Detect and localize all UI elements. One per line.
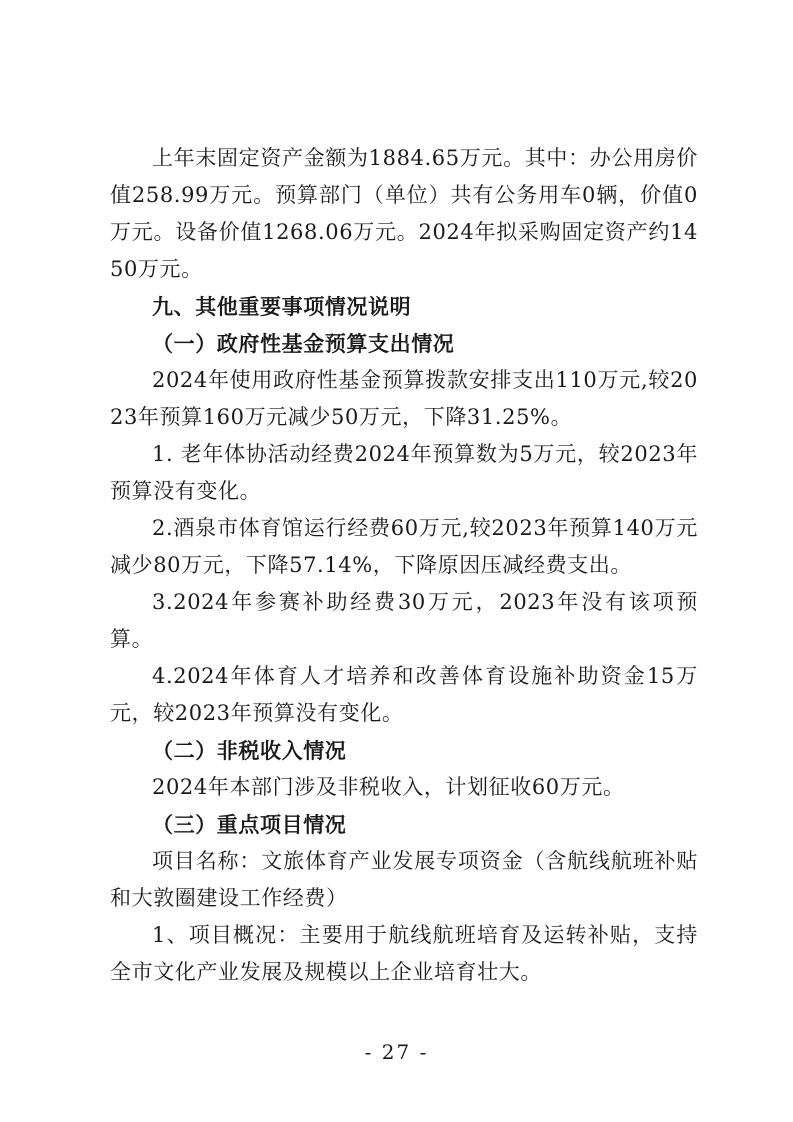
paragraph-item-4: 4.2024年体育人才培养和改善体育设施补助资金15万元，较2023年预算没有变化。 xyxy=(110,664,698,725)
paragraph-non-tax-income: 2024年本部门涉及非税收入，计划征收60万元。 xyxy=(152,775,625,799)
paragraph-fund-summary: 2024年使用政府性基金预算拨款安排支出110万元,较2023年预算160万元减少50万元，下降31.25%。 xyxy=(110,368,698,429)
subheading-government-fund: （一）政府性基金预算支出情况 xyxy=(152,331,455,356)
document-body xyxy=(110,140,698,991)
paragraph-item-2: 2.酒泉市体育馆运行经费60万元,较2023年预算140万元减少80万元，下降57.14%，下降原因压减经费支出。 xyxy=(110,516,698,577)
paragraph-item-1: 1. 老年体协活动经费2024年预算数为5万元，较2023年预算没有变化。 xyxy=(110,442,698,503)
subheading-non-tax-income: （二）非税收入情况 xyxy=(152,738,347,763)
paragraph-project-overview: 1、项目概况：主要用于航线航班培育及运转补贴，支持全市文化产业发展及规模以上企业培育壮大。 xyxy=(110,923,698,984)
section-heading-other-matters: 九、其他重要事项情况说明 xyxy=(152,294,412,319)
paragraph-project-name: 项目名称：文旅体育产业发展专项资金（含航线航班补贴和大敦圈建设工作经费） xyxy=(110,849,698,910)
page-number: - 27 - xyxy=(364,1040,429,1064)
subheading-key-projects: （三）重点项目情况 xyxy=(152,812,347,837)
paragraph-item-3: 3.2024年参赛补助经费30万元，2023年没有该项预算。 xyxy=(110,590,698,651)
paragraph-fixed-assets: 上年末固定资产金额为1884.65万元。其中：办公用房价值258.99万元。预算部门（单位）共有公务用车0辆，价值0万元。设备价值1268.06万元。2024年拟采购固定资产约1450万元。 xyxy=(110,146,698,281)
